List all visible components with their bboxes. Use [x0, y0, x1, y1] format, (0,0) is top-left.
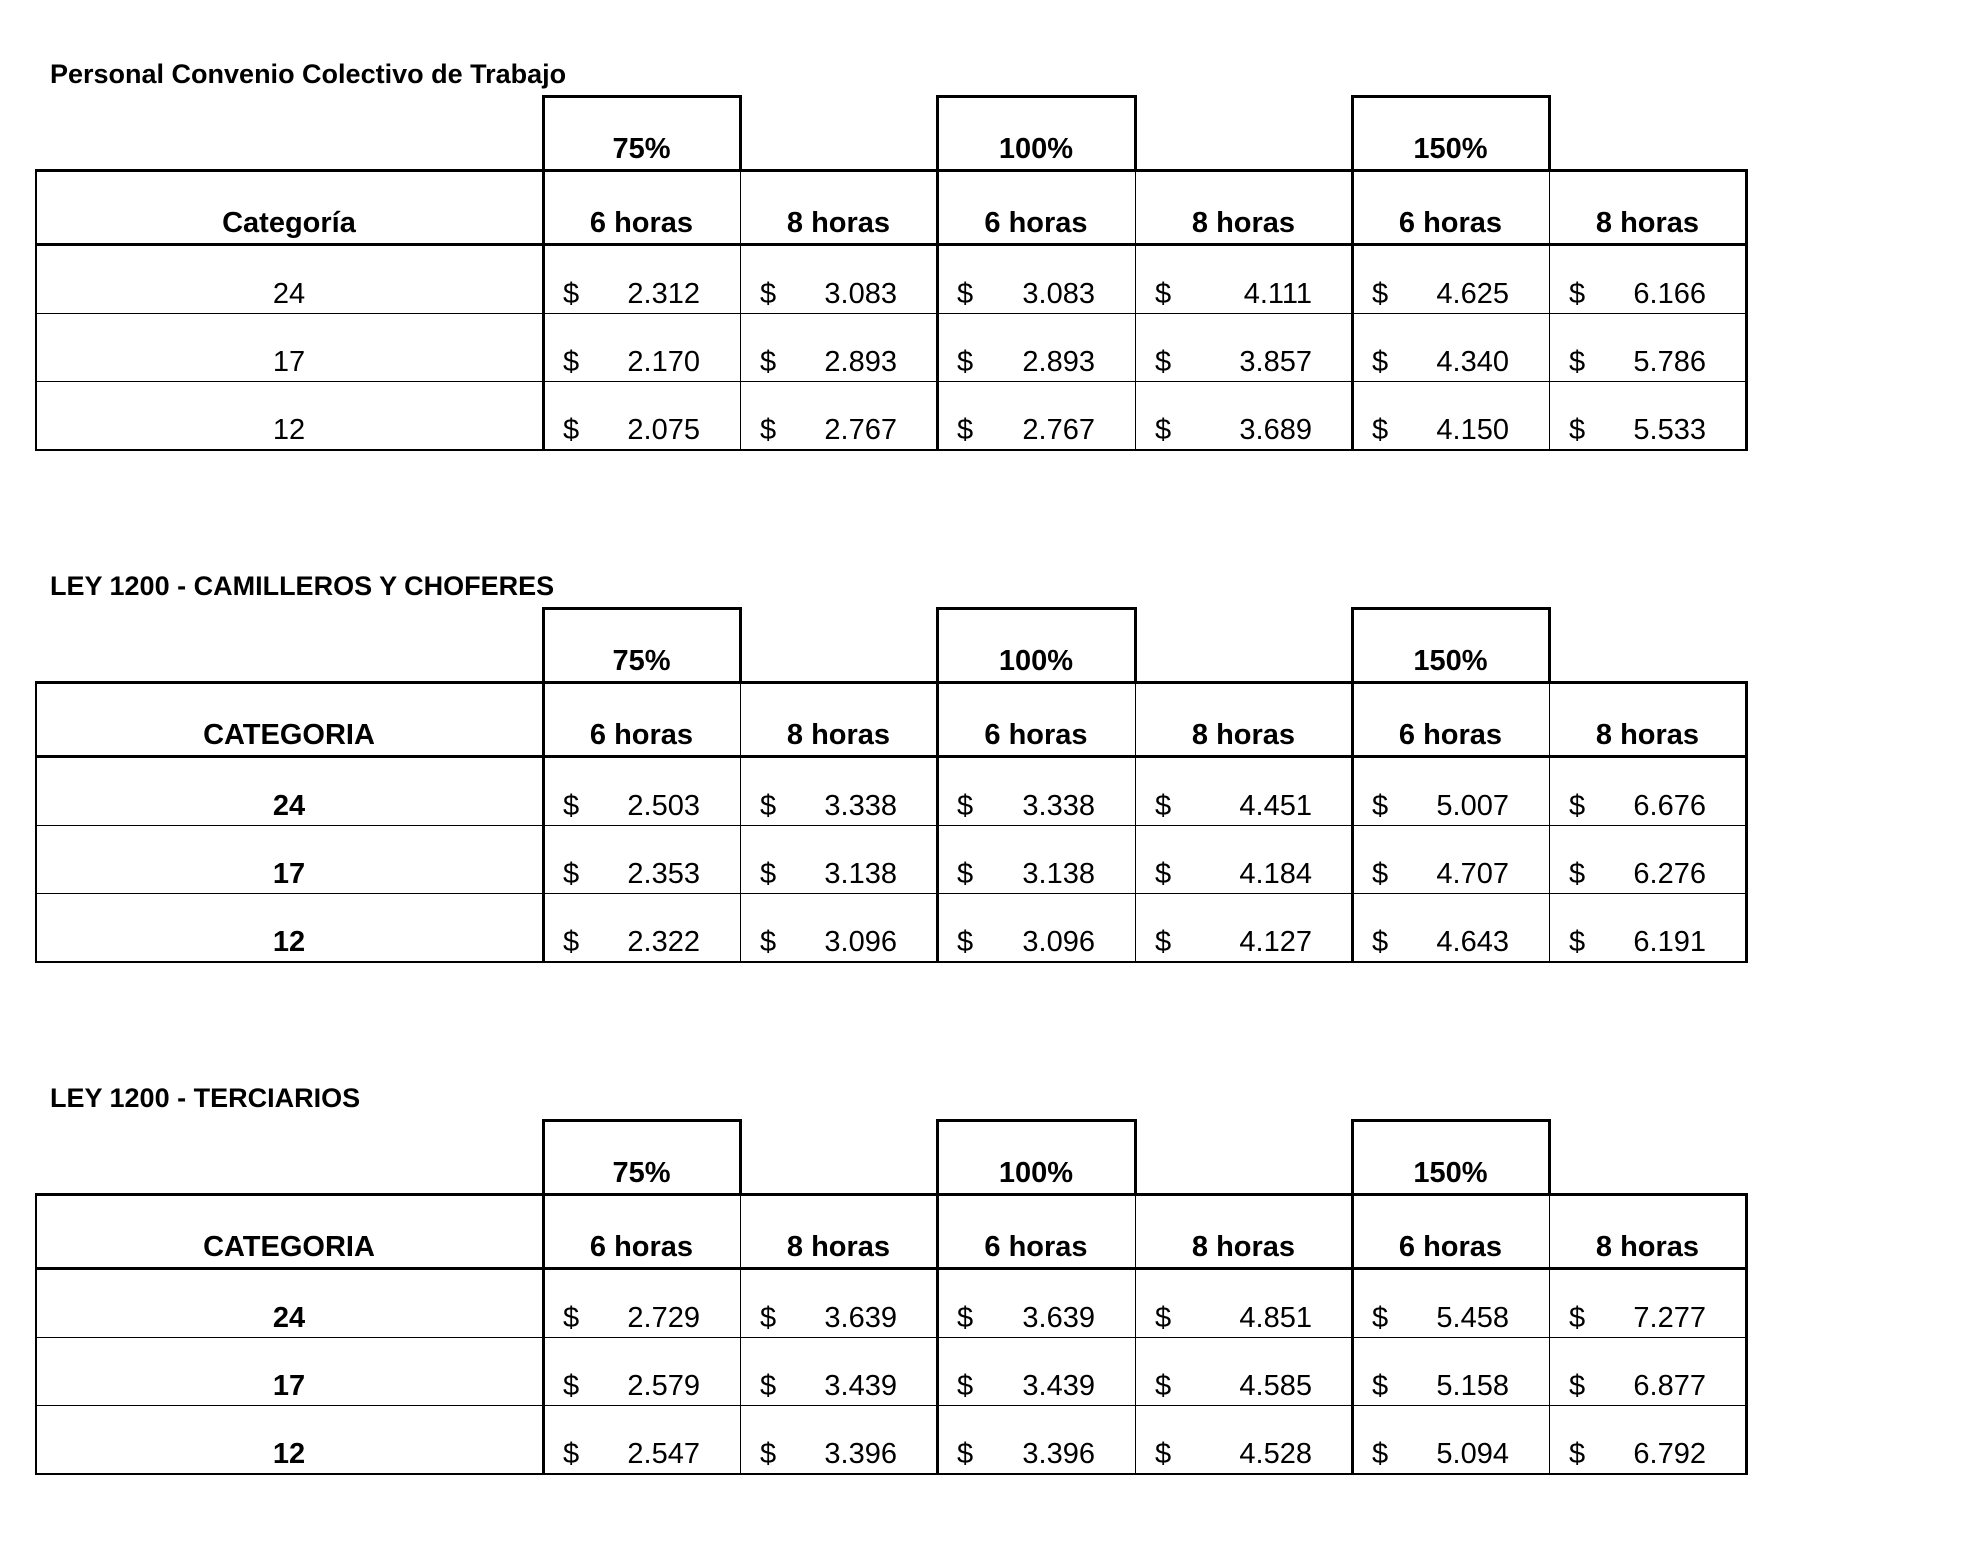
- currency-symbol: $: [1372, 346, 1389, 378]
- hours-header: 8 horas: [1191, 1231, 1296, 1263]
- percent-box-left-border: [936, 1119, 939, 1195]
- currency-symbol: $: [1372, 1302, 1389, 1334]
- table-bottom-border: [35, 961, 1748, 963]
- currency-symbol: $: [957, 1370, 974, 1402]
- amount-value: 5.158: [1436, 1370, 1509, 1402]
- amount-cell: [937, 893, 1135, 961]
- currency-symbol: $: [1372, 790, 1389, 822]
- amount-value: 3.338: [1022, 790, 1095, 822]
- percent-box-top-border: [542, 1119, 742, 1122]
- amount-cell: [937, 313, 1135, 381]
- currency-symbol: $: [760, 858, 777, 890]
- column-divider: [542, 169, 545, 451]
- percent-box-left-border: [542, 1119, 545, 1195]
- category-value: 17: [272, 346, 306, 378]
- amount-value: 3.639: [824, 1302, 897, 1334]
- amount-value: 6.166: [1633, 278, 1706, 310]
- amount-cell: [1549, 244, 1746, 313]
- amount-value: 2.503: [627, 790, 700, 822]
- amount-value: 5.458: [1436, 1302, 1509, 1334]
- amount-value: 6.676: [1633, 790, 1706, 822]
- amount-value: 2.322: [627, 926, 700, 958]
- currency-symbol: $: [1569, 346, 1586, 378]
- currency-symbol: $: [563, 346, 580, 378]
- percent-box-top-border: [1351, 1119, 1551, 1122]
- column-divider: [542, 681, 545, 963]
- percent-box-top-border: [936, 607, 1137, 610]
- column-divider: [740, 169, 741, 451]
- hours-header: 8 horas: [1191, 207, 1296, 239]
- hours-header: 8 horas: [1595, 1231, 1700, 1263]
- currency-symbol: $: [957, 790, 974, 822]
- row-divider: [35, 893, 1746, 894]
- currency-symbol: $: [1372, 926, 1389, 958]
- currency-symbol: $: [563, 790, 580, 822]
- category-value: 17: [272, 858, 306, 890]
- table-top-border: [35, 169, 1748, 172]
- currency-symbol: $: [1155, 1302, 1172, 1334]
- amount-cell: [1135, 313, 1352, 381]
- column-divider: [936, 169, 939, 451]
- amount-cell: [740, 825, 937, 893]
- currency-symbol: $: [1155, 1438, 1172, 1470]
- currency-symbol: $: [1569, 858, 1586, 890]
- category-header: CATEGORIA: [203, 719, 375, 751]
- currency-symbol: $: [563, 858, 580, 890]
- currency-symbol: $: [1372, 278, 1389, 310]
- currency-symbol: $: [1372, 1370, 1389, 1402]
- currency-symbol: $: [1569, 1302, 1586, 1334]
- percent-box-right-border: [739, 607, 742, 683]
- amount-value: 3.439: [1022, 1370, 1095, 1402]
- hours-header: 8 horas: [1191, 719, 1296, 751]
- amount-value: 5.094: [1436, 1438, 1509, 1470]
- currency-symbol: $: [1155, 1370, 1172, 1402]
- category-value: 24: [272, 790, 306, 822]
- amount-value: 4.340: [1436, 346, 1509, 378]
- column-divider: [740, 1193, 741, 1475]
- category-header: Categoría: [222, 207, 356, 239]
- amount-value: 4.451: [1239, 790, 1312, 822]
- amount-value: 7.277: [1633, 1302, 1706, 1334]
- currency-symbol: $: [563, 278, 580, 310]
- table-bottom-border: [35, 449, 1748, 451]
- hours-header: 8 horas: [786, 207, 891, 239]
- amount-cell: [1352, 313, 1549, 381]
- amount-value: 5.007: [1436, 790, 1509, 822]
- amount-cell: [740, 1337, 937, 1405]
- percent-header: 150%: [1413, 133, 1488, 165]
- amount-value: 3.096: [1022, 926, 1095, 958]
- table-left-border: [35, 681, 37, 963]
- currency-symbol: $: [1372, 858, 1389, 890]
- header-bottom-border: [35, 243, 1748, 246]
- amount-value: 6.191: [1633, 926, 1706, 958]
- percent-header: 75%: [612, 133, 671, 165]
- hours-header: 8 horas: [1595, 207, 1700, 239]
- currency-symbol: $: [957, 1438, 974, 1470]
- hours-header: 6 horas: [984, 1231, 1088, 1263]
- rate-section: [0, 1082, 1986, 1542]
- rate-section: [0, 570, 1986, 1030]
- amount-value: 2.729: [627, 1302, 700, 1334]
- amount-cell: [740, 381, 937, 449]
- amount-cell: [1352, 825, 1549, 893]
- column-divider: [1549, 1193, 1550, 1475]
- amount-value: 2.312: [627, 278, 700, 310]
- amount-value: 3.096: [824, 926, 897, 958]
- currency-symbol: $: [957, 1302, 974, 1334]
- amount-cell: [543, 313, 740, 381]
- amount-cell: [740, 756, 937, 825]
- header-bottom-border: [35, 1267, 1748, 1270]
- amount-value: 3.639: [1022, 1302, 1095, 1334]
- percent-header: 150%: [1413, 645, 1488, 677]
- percent-box-top-border: [1351, 95, 1551, 98]
- hours-header: 8 horas: [786, 1231, 891, 1263]
- currency-symbol: $: [760, 1302, 777, 1334]
- percent-box-right-border: [1134, 1119, 1137, 1195]
- category-value: 12: [272, 1438, 306, 1470]
- amount-cell: [543, 1337, 740, 1405]
- percent-box-left-border: [542, 607, 545, 683]
- percent-box-right-border: [1134, 95, 1137, 171]
- amount-cell: [1135, 1268, 1352, 1337]
- currency-symbol: $: [563, 1438, 580, 1470]
- category-value: 12: [272, 926, 306, 958]
- amount-value: 2.767: [1022, 414, 1095, 446]
- amount-cell: [1549, 313, 1746, 381]
- amount-value: 4.643: [1436, 926, 1509, 958]
- currency-symbol: $: [1155, 278, 1172, 310]
- hours-header: 6 horas: [1398, 207, 1503, 239]
- currency-symbol: $: [957, 414, 974, 446]
- amount-value: 3.439: [824, 1370, 897, 1402]
- amount-cell: [1549, 893, 1746, 961]
- column-divider: [1745, 1193, 1748, 1475]
- currency-symbol: $: [1155, 858, 1172, 890]
- percent-box-top-border: [1351, 607, 1551, 610]
- amount-value: 2.579: [627, 1370, 700, 1402]
- hours-header: 6 horas: [1398, 1231, 1503, 1263]
- percent-box-right-border: [1134, 607, 1137, 683]
- currency-symbol: $: [957, 278, 974, 310]
- amount-value: 3.138: [1022, 858, 1095, 890]
- table-left-border: [35, 1193, 37, 1475]
- amount-value: 6.276: [1633, 858, 1706, 890]
- column-divider: [1549, 681, 1550, 963]
- amount-cell: [1135, 244, 1352, 313]
- column-divider: [1351, 1193, 1354, 1475]
- amount-cell: [1549, 756, 1746, 825]
- amount-cell: [543, 1268, 740, 1337]
- amount-cell: [1135, 756, 1352, 825]
- currency-symbol: $: [760, 790, 777, 822]
- percent-box-left-border: [936, 607, 939, 683]
- header-bottom-border: [35, 755, 1748, 758]
- currency-symbol: $: [760, 1370, 777, 1402]
- percent-box-right-border: [739, 1119, 742, 1195]
- amount-cell: [740, 1268, 937, 1337]
- column-divider: [1549, 169, 1550, 451]
- amount-cell: [740, 313, 937, 381]
- column-divider: [1745, 169, 1748, 451]
- amount-cell: [937, 244, 1135, 313]
- amount-value: 2.547: [627, 1438, 700, 1470]
- hours-header: 8 horas: [786, 719, 891, 751]
- percent-box-left-border: [936, 95, 939, 171]
- amount-value: 6.877: [1633, 1370, 1706, 1402]
- percent-box-right-border: [1548, 1119, 1551, 1195]
- row-divider: [35, 1405, 1746, 1406]
- amount-value: 2.893: [1022, 346, 1095, 378]
- amount-value: 2.170: [627, 346, 700, 378]
- percent-header: 75%: [612, 645, 671, 677]
- currency-symbol: $: [760, 346, 777, 378]
- currency-symbol: $: [1155, 926, 1172, 958]
- currency-symbol: $: [1569, 1370, 1586, 1402]
- percent-header: 100%: [998, 1157, 1074, 1189]
- currency-symbol: $: [760, 926, 777, 958]
- table-bottom-border: [35, 1473, 1748, 1475]
- amount-cell: [543, 381, 740, 449]
- row-divider: [35, 825, 1746, 826]
- amount-cell: [1352, 756, 1549, 825]
- currency-symbol: $: [760, 1438, 777, 1470]
- row-divider: [35, 381, 1746, 382]
- currency-symbol: $: [1569, 414, 1586, 446]
- percent-box-top-border: [542, 95, 742, 98]
- amount-cell: [543, 825, 740, 893]
- percent-box-left-border: [1351, 1119, 1354, 1195]
- amount-cell: [937, 825, 1135, 893]
- amount-value: 5.533: [1633, 414, 1706, 446]
- amount-value: 4.150: [1436, 414, 1509, 446]
- amount-cell: [1549, 1268, 1746, 1337]
- hours-header: 8 horas: [1595, 719, 1700, 751]
- currency-symbol: $: [1155, 346, 1172, 378]
- amount-value: 2.075: [627, 414, 700, 446]
- amount-value: 4.625: [1436, 278, 1509, 310]
- category-value: 24: [272, 278, 306, 310]
- column-divider: [1745, 681, 1748, 963]
- amount-cell: [1352, 893, 1549, 961]
- table-left-border: [35, 169, 37, 451]
- amount-value: 6.792: [1633, 1438, 1706, 1470]
- amount-value: 4.585: [1239, 1370, 1312, 1402]
- amount-cell: [937, 1268, 1135, 1337]
- section-title: LEY 1200 - CAMILLEROS Y CHOFERES: [50, 571, 555, 601]
- column-divider: [1351, 169, 1354, 451]
- column-divider: [936, 681, 939, 963]
- amount-value: 3.857: [1239, 346, 1312, 378]
- percent-box-top-border: [542, 607, 742, 610]
- amount-value: 2.893: [824, 346, 897, 378]
- amount-cell: [1352, 1337, 1549, 1405]
- amount-cell: [543, 244, 740, 313]
- hours-header: 6 horas: [984, 719, 1088, 751]
- amount-cell: [1135, 825, 1352, 893]
- rate-section: [0, 58, 1986, 518]
- amount-value: 3.338: [824, 790, 897, 822]
- section-title: Personal Convenio Colectivo de Trabajo: [50, 59, 567, 89]
- amount-cell: [937, 1337, 1135, 1405]
- currency-symbol: $: [1155, 790, 1172, 822]
- column-divider: [1135, 169, 1136, 451]
- category-value: 12: [272, 414, 306, 446]
- percent-box-top-border: [936, 1119, 1137, 1122]
- column-divider: [542, 1193, 545, 1475]
- currency-symbol: $: [1569, 278, 1586, 310]
- currency-symbol: $: [1569, 926, 1586, 958]
- amount-value: 4.851: [1239, 1302, 1312, 1334]
- percent-box-left-border: [1351, 607, 1354, 683]
- amount-value: 3.396: [824, 1438, 897, 1470]
- amount-cell: [1135, 381, 1352, 449]
- percent-box-right-border: [1548, 95, 1551, 171]
- currency-symbol: $: [563, 1370, 580, 1402]
- currency-symbol: $: [1569, 1438, 1586, 1470]
- section-title: LEY 1200 - TERCIARIOS: [50, 1083, 361, 1113]
- category-header: CATEGORIA: [203, 1231, 375, 1263]
- row-divider: [35, 1337, 1746, 1338]
- amount-cell: [1135, 893, 1352, 961]
- amount-cell: [1352, 381, 1549, 449]
- column-divider: [1135, 681, 1136, 963]
- currency-symbol: $: [760, 278, 777, 310]
- currency-symbol: $: [563, 414, 580, 446]
- column-divider: [936, 1193, 939, 1475]
- amount-value: 4.707: [1436, 858, 1509, 890]
- amount-cell: [740, 244, 937, 313]
- amount-value: 3.138: [824, 858, 897, 890]
- amount-value: 4.184: [1239, 858, 1312, 890]
- table-top-border: [35, 1193, 1748, 1196]
- percent-header: 100%: [998, 133, 1074, 165]
- currency-symbol: $: [1569, 790, 1586, 822]
- amount-value: 3.689: [1239, 414, 1312, 446]
- currency-symbol: $: [1372, 414, 1389, 446]
- percent-header: 75%: [612, 1157, 671, 1189]
- row-divider: [35, 313, 1746, 314]
- category-value: 17: [272, 1370, 306, 1402]
- column-divider: [1351, 681, 1354, 963]
- amount-value: 3.083: [824, 278, 897, 310]
- currency-symbol: $: [1155, 414, 1172, 446]
- percent-header: 100%: [998, 645, 1074, 677]
- currency-symbol: $: [957, 346, 974, 378]
- column-divider: [1135, 1193, 1136, 1475]
- percent-box-left-border: [1351, 95, 1354, 171]
- table-top-border: [35, 681, 1748, 684]
- currency-symbol: $: [957, 926, 974, 958]
- amount-cell: [1549, 825, 1746, 893]
- currency-symbol: $: [563, 1302, 580, 1334]
- amount-value: 3.396: [1022, 1438, 1095, 1470]
- percent-box-right-border: [739, 95, 742, 171]
- currency-symbol: $: [760, 414, 777, 446]
- percent-box-left-border: [542, 95, 545, 171]
- category-value: 24: [272, 1302, 306, 1334]
- hours-header: 6 horas: [984, 207, 1088, 239]
- currency-symbol: $: [957, 858, 974, 890]
- amount-value: 4.528: [1239, 1438, 1312, 1470]
- percent-box-right-border: [1548, 607, 1551, 683]
- currency-symbol: $: [1372, 1438, 1389, 1470]
- hours-header: 6 horas: [589, 1231, 694, 1263]
- amount-cell: [740, 893, 937, 961]
- hours-header: 6 horas: [589, 719, 694, 751]
- amount-cell: [937, 756, 1135, 825]
- amount-cell: [1549, 381, 1746, 449]
- amount-cell: [543, 893, 740, 961]
- percent-header: 150%: [1413, 1157, 1488, 1189]
- hours-header: 6 horas: [589, 207, 694, 239]
- hours-header: 6 horas: [1398, 719, 1503, 751]
- amount-value: 2.353: [627, 858, 700, 890]
- amount-value: 4.111: [1243, 278, 1312, 310]
- currency-symbol: $: [563, 926, 580, 958]
- amount-cell: [1352, 244, 1549, 313]
- amount-cell: [1549, 1337, 1746, 1405]
- percent-box-top-border: [936, 95, 1137, 98]
- amount-value: 5.786: [1633, 346, 1706, 378]
- amount-value: 4.127: [1239, 926, 1312, 958]
- amount-cell: [1352, 1268, 1549, 1337]
- amount-cell: [1135, 1337, 1352, 1405]
- column-divider: [740, 681, 741, 963]
- amount-cell: [543, 756, 740, 825]
- amount-value: 3.083: [1022, 278, 1095, 310]
- amount-cell: [937, 381, 1135, 449]
- amount-value: 2.767: [824, 414, 897, 446]
